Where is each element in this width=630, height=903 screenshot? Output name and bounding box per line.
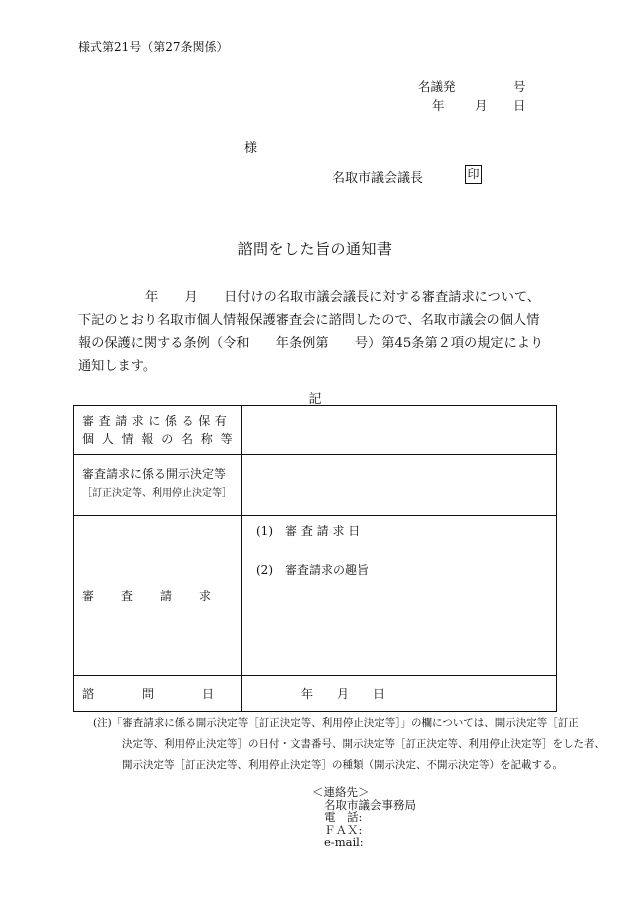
body-line-1: 年 月 日付けの名取市議会議長に対する審査請求について、 bbox=[145, 290, 541, 305]
label-consultation-date bbox=[74, 676, 242, 712]
label-holding-info bbox=[74, 406, 242, 455]
contact-email: e-mail: bbox=[324, 835, 364, 849]
details-table bbox=[73, 405, 557, 712]
page-title: 諮問をした旨の通知書 bbox=[237, 240, 393, 258]
contact-fax: ＦＡＸ: bbox=[324, 822, 363, 837]
table-row-disclosure-decision bbox=[74, 455, 557, 516]
body-paragraph bbox=[78, 286, 556, 378]
body-line-2: 下記のとおり名取市個人情報保護審査会に諮問したので、名取市議会の個人情 bbox=[78, 313, 540, 328]
ki-heading: 記 bbox=[308, 392, 322, 407]
addressee-suffix: 様 bbox=[244, 141, 258, 156]
contact-office: 名取市議会事務局 bbox=[324, 797, 416, 812]
document-number-prefix: 名議発 bbox=[418, 79, 456, 94]
label-disclosure-line2: ［訂正決定等、利用停止決定等］ bbox=[82, 488, 232, 499]
label-disclosure-line1: 審査請求に係る開示決定等 bbox=[82, 467, 227, 481]
review-request-date: (1) 審 査 請 求 日 bbox=[256, 524, 361, 538]
date-month: 月 bbox=[475, 98, 488, 113]
note-line-1: (注)「審査請求に係る開示決定等［訂正決定等、利用停止決定等］」の欄については、開示決定等［訂正 bbox=[93, 717, 579, 729]
note-line-2: 決定等、利用停止決定等］の日付・文書番号、開示決定等［訂正決定等、利用停止決定等］をした者、 bbox=[122, 738, 605, 750]
seal-mark: 印 bbox=[465, 165, 482, 184]
value-consultation-date bbox=[242, 676, 557, 712]
value-review-request bbox=[242, 516, 557, 676]
contact-block bbox=[312, 786, 416, 849]
issue-date bbox=[432, 96, 526, 114]
sender-name: 名取市議会議長 bbox=[332, 171, 424, 186]
value-disclosure-decision bbox=[242, 455, 557, 516]
label-consultation-date-text: 諮 問 日 bbox=[82, 687, 215, 701]
label-disclosure-decision bbox=[74, 455, 242, 516]
notes bbox=[93, 713, 605, 776]
review-request-purpose: (2) 審査請求の趣旨 bbox=[256, 563, 369, 577]
note-line-3: 開示決定等［訂正決定等、利用停止決定等］の種類（開示決定、不開示決定等）を記載する。 bbox=[122, 759, 563, 771]
table-row-review-request bbox=[74, 516, 557, 676]
table-row-holding-info bbox=[74, 406, 557, 455]
table-row-consultation-date bbox=[74, 676, 557, 712]
label-review-request bbox=[74, 516, 242, 676]
label-review-request-text: 審 査 請 求 bbox=[82, 589, 213, 603]
body-line-4: 通知します。 bbox=[78, 359, 157, 374]
label-holding-info-line2: 個人情報の名称等 bbox=[82, 432, 241, 446]
value-holding-info bbox=[242, 406, 557, 455]
contact-phone: 電 話: bbox=[324, 810, 363, 824]
document-number-suffix: 号 bbox=[513, 79, 526, 94]
contact-heading: ＜連絡先＞ bbox=[312, 785, 370, 799]
date-day: 日 bbox=[513, 98, 526, 113]
consultation-date-text: 年 月 日 bbox=[301, 687, 386, 701]
body-line-3: 報の保護に関する条例（令和 年条例第 号）第45条第２項の規定により bbox=[78, 336, 544, 351]
label-holding-info-line1: 審査請求に係る保有 bbox=[82, 414, 232, 428]
date-year: 年 bbox=[432, 98, 445, 113]
form-number: 様式第21号（第27条関係） bbox=[78, 40, 229, 54]
